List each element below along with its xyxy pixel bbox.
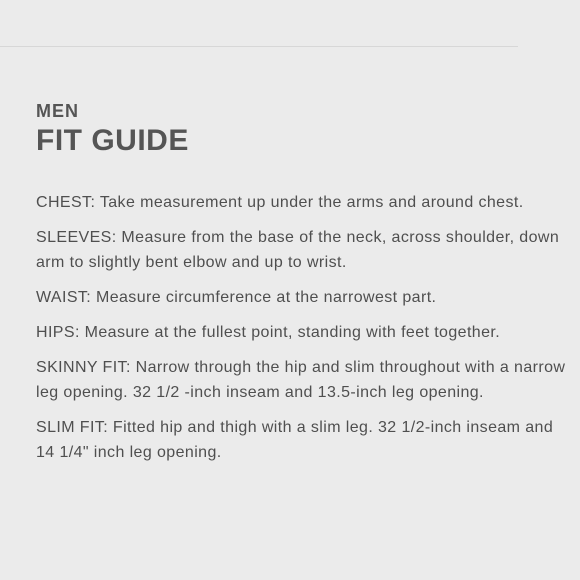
category-label: MEN [36,101,79,121]
divider-line [0,46,518,47]
guide-item-waist: WAIST: Measure circumference at the narrowest part. [36,289,437,306]
fit-guide-list [36,190,576,475]
guide-item-chest: CHEST: Take measurement up under the arms and around chest. [36,194,524,211]
page-heading [36,100,189,159]
guide-item-hips: HIPS: Measure at the fullest point, standing with feet together. [36,324,501,341]
page-title: FIT GUIDE [36,124,189,157]
guide-item-skinny-fit: SKINNY FIT: Narrow through the hip and slim throughout with a narrow leg opening. 32 1/2 -inch inseam and 13.5-inch leg opening. [36,359,566,401]
guide-item-sleeves: SLEEVES: Measure from the base of the neck, across shoulder, down arm to slightly bent elbow and up to wrist. [36,229,560,271]
guide-item-slim-fit: SLIM FIT: Fitted hip and thigh with a slim leg. 32 1/2-inch inseam and 14 1/4" inch leg opening. [36,419,554,461]
